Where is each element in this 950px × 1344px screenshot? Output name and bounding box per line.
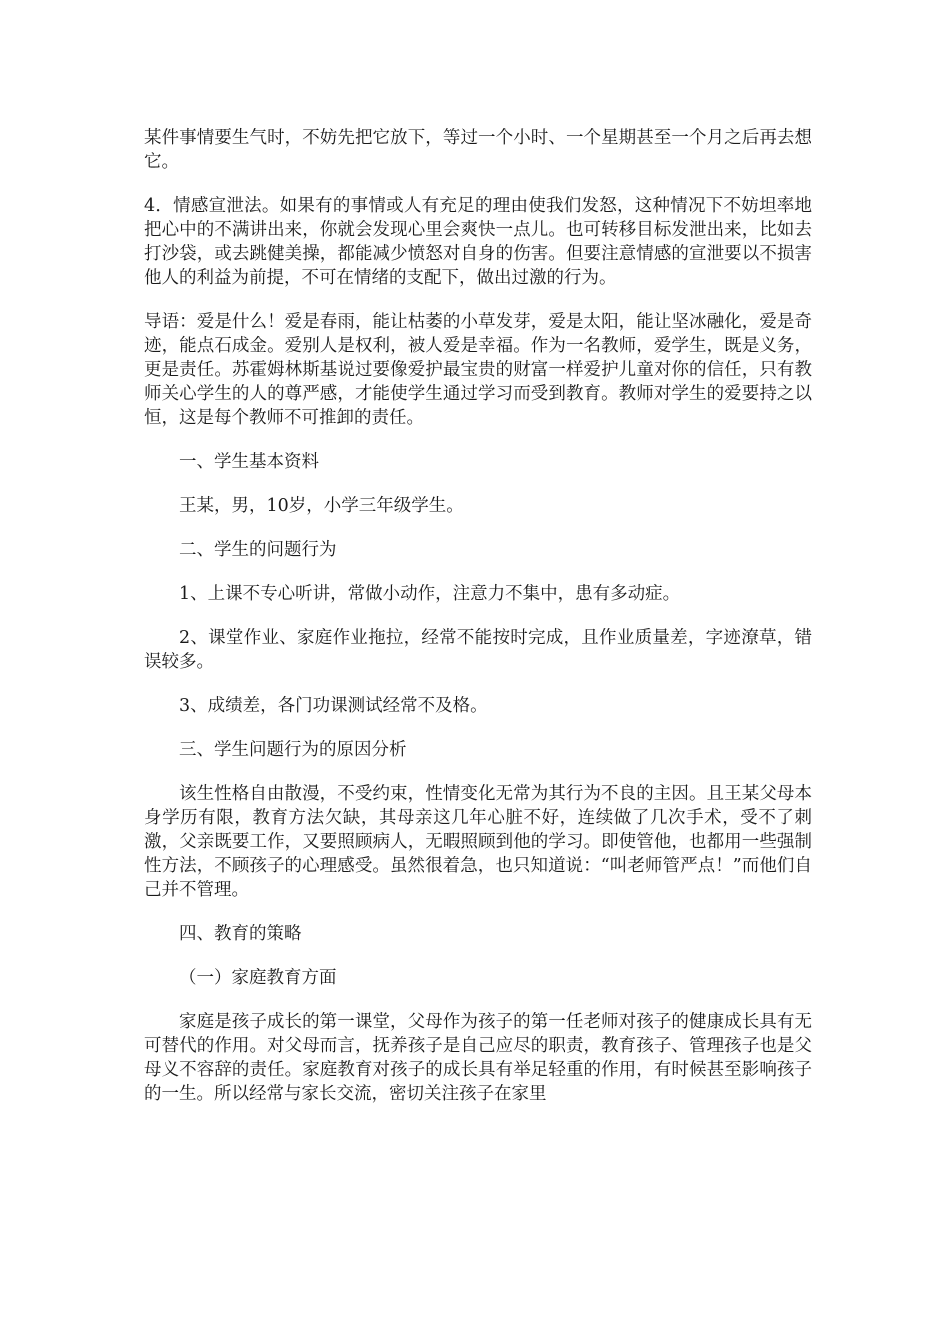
heading-problem-behavior: 二、学生的问题行为: [179, 540, 337, 560]
heading-cause-analysis: 三、学生问题行为的原因分析: [179, 740, 407, 760]
paragraph-emotion-release: 4．情感宣泄法。如果有的事情或人有充足的理由使我们发怒，这种情况下不妨坦率地把心中的不满讲出来，你就会发现心里会爽快一点儿。也可转移目标发泄出来，比如去打沙袋，或去跳健美操，都能减少愤怒对自身的伤害。但要注意情感的宣泄要以不损害他人的利益为前提，不可在情绪的支配下，做出过激的行为。: [144, 196, 812, 288]
subheading-family-education: （一）家庭教育方面: [179, 968, 337, 988]
heading-strategy: 四、教育的策略: [179, 924, 302, 944]
paragraph-cause-analysis: 该生性格自由散漫，不受约束，性情变化无常为其行为不良的主因。且王某父母本身学历有限，教育方法欠缺，其母亲这几年心脏不好，连续做了几次手术，受不了刺激，父亲既要工作，又要照顾病人，无暇照顾到他的学习。即使管他，也都用一些强制性方法，不顾孩子的心理感受。虽然很着急，也只知道说：“叫老师管严点！”而他们自己并不管理。: [144, 784, 812, 900]
list-item-problem-2: 2、课堂作业、家庭作业拖拉，经常不能按时完成，且作业质量差，字迹潦草，错误较多。: [144, 628, 812, 672]
paragraph-family-education: 家庭是孩子成长的第一课堂，父母作为孩子的第一任老师对孩子的健康成长具有无可替代的作用。对父母而言，抚养孩子是自己应尽的职责，教育孩子、管理孩子也是父母义不容辞的责任。家庭教育对孩子的成长具有举足轻重的作用，有时候甚至影响孩子的一生。所以经常与家长交流，密切关注孩子在家里: [144, 1012, 812, 1104]
list-item-problem-3: 3、成绩差，各门功课测试经常不及格。: [179, 696, 488, 716]
paragraph-intro: 导语：爱是什么！爱是春雨，能让枯萎的小草发芽，爱是太阳，能让坚冰融化，爱是奇迹，能点石成金。爱别人是权利，被人爱是幸福。作为一名教师，爱学生，既是义务，更是责任。苏霍姆林斯基说过要像爱护最宝贵的财富一样爱护儿童对你的信任，只有教师关心学生的人的尊严感，才能使学生通过学习而受到教育。教师对学生的爱要持之以恒，这是每个教师不可推卸的责任。: [144, 312, 812, 428]
paragraph-anger-delay: 某件事情要生气时，不妨先把它放下，等过一个小时、一个星期甚至一个月之后再去想它。: [144, 128, 812, 172]
document-body: [144, 126, 812, 1126]
heading-student-info: 一、学生基本资料: [179, 452, 319, 472]
list-item-problem-1: 1、上课不专心听讲，常做小动作，注意力不集中，患有多动症。: [179, 584, 681, 604]
paragraph-student-info: 王某，男，10岁，小学三年级学生。: [179, 496, 464, 516]
